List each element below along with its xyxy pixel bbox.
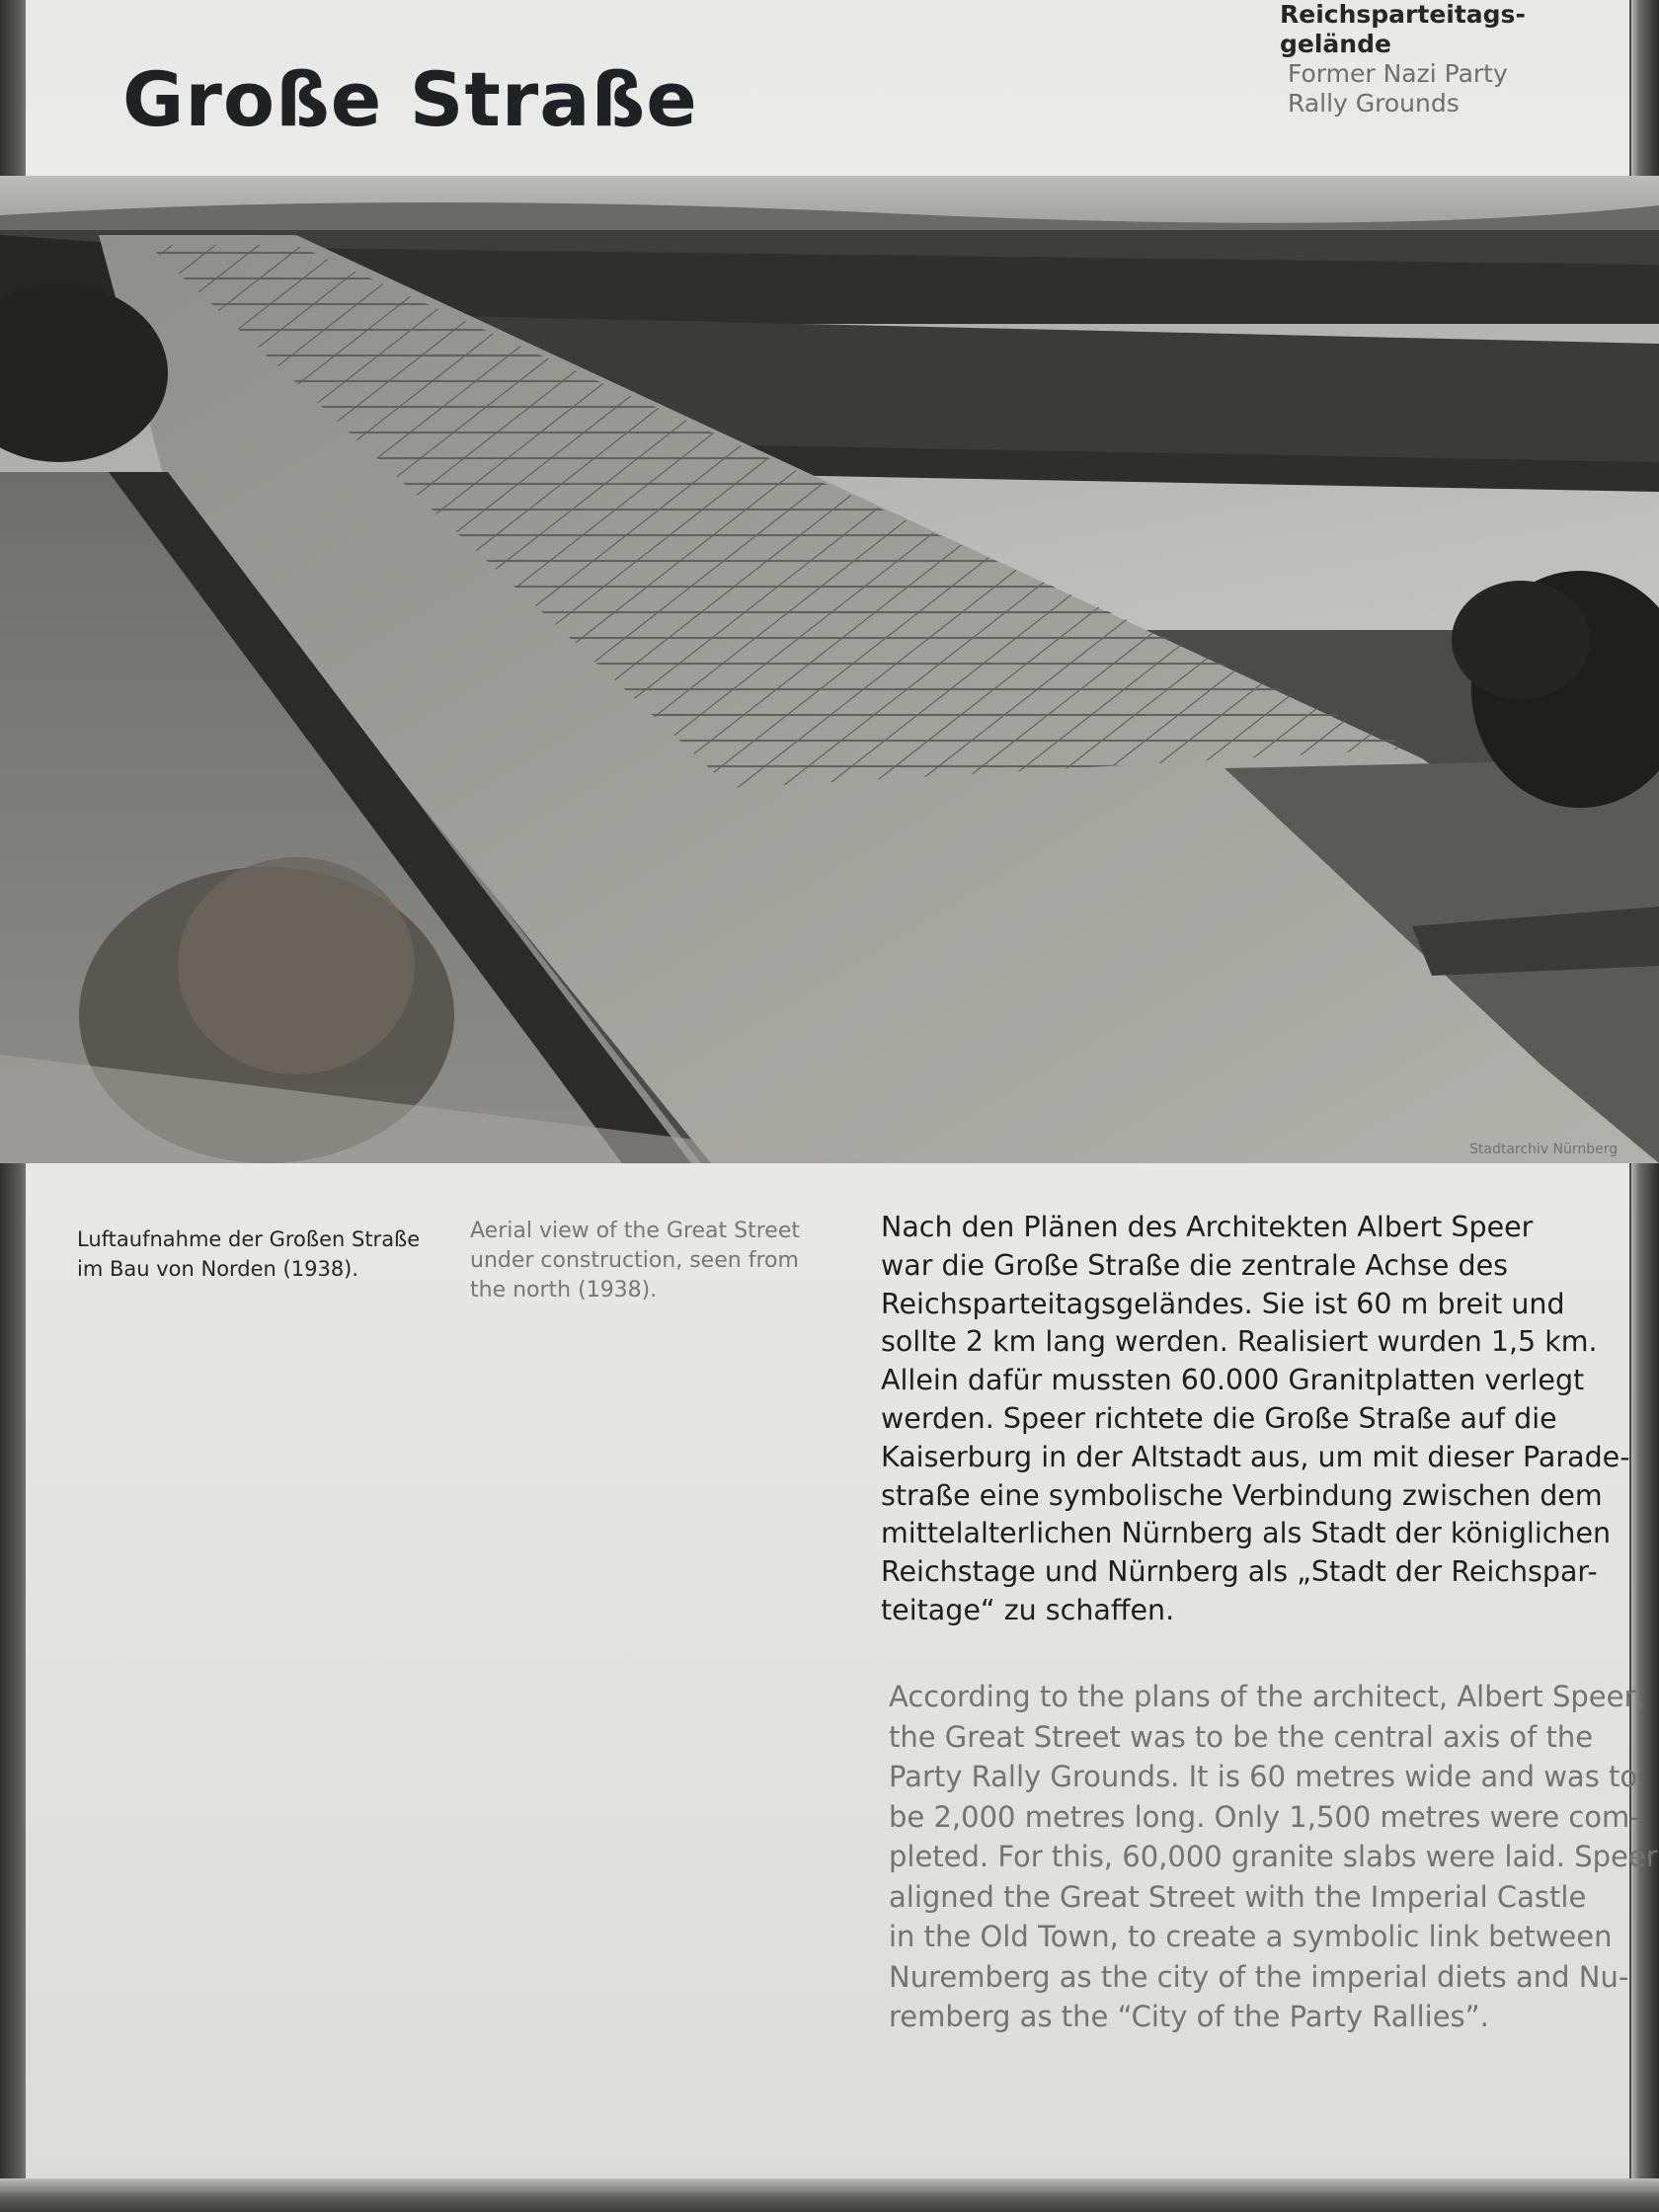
- body-en-line: remberg as the “City of the Party Rallies”.: [889, 2000, 1489, 2033]
- aerial-photo: [0, 176, 1659, 1163]
- body-text-de: [881, 1209, 1631, 1630]
- body-de-line: sollte 2 km lang werden. Realisiert wurden 1,5 km.: [881, 1325, 1598, 1359]
- body-en-line: the Great Street was to be the central axis of the: [889, 1719, 1594, 1754]
- org-label-de-2: gelände: [1280, 30, 1391, 58]
- caption-de-line: im Bau von Norden (1938).: [77, 1257, 359, 1281]
- body-de-line: Nach den Plänen des Architekten Albert Speer: [881, 1211, 1534, 1243]
- body-de-line: Allein dafür mussten 60.000 Granitplatten verlegt: [881, 1364, 1585, 1397]
- body-en-line: Nuremberg as the city of the imperial diets and Nu-: [889, 1959, 1629, 1994]
- body-en-line: in the Old Town, to create a symbolic link between: [889, 1920, 1613, 1953]
- caption-en-line: under construction, seen from: [470, 1248, 799, 1273]
- body-en-line: pleted. For this, 60,000 granite slabs were laid. Speer: [889, 1840, 1658, 1873]
- body-en-line: be 2,000 metres long. Only 1,500 metres were com-: [889, 1799, 1640, 1834]
- body-de-line: war die Große Straße die zentrale Achse des: [881, 1248, 1508, 1282]
- org-label-en-1: Former Nazi Party: [1288, 59, 1508, 88]
- caption-de-line: Luftaufnahme der Großen Straße: [77, 1227, 421, 1251]
- sign-title: Große Straße: [122, 55, 698, 143]
- caption-de: [77, 1224, 472, 1284]
- body-text-en: [889, 1677, 1659, 2037]
- body-de-line: werden. Speer richtete die Große Straße auf die: [881, 1401, 1557, 1435]
- body-de-line: Kaiserburg in der Altstadt aus, um mit dieser Parade-: [881, 1440, 1630, 1473]
- caption-en-line: Aerial view of the Great Street: [470, 1219, 800, 1243]
- body-en-line: Party Rally Grounds. It is 60 metres wide and was to: [889, 1760, 1638, 1793]
- body-en-line: According to the plans of the architect, Albert Speer,: [889, 1680, 1645, 1713]
- body-en-line: aligned the Great Street with the Imperial Castle: [889, 1879, 1587, 1914]
- caption-en-line: the north (1938).: [470, 1278, 658, 1303]
- body-de-line: teitage“ zu schaffen.: [881, 1593, 1175, 1626]
- body-de-line: Reichstage und Nürnberg als „Stadt der Reichspar-: [881, 1555, 1598, 1589]
- photo-credit: Stadtarchiv Nürnberg: [1469, 1142, 1619, 1157]
- org-label-en-2: Rally Grounds: [1288, 89, 1460, 118]
- org-label-de-1: Reichsparteitags-: [1280, 0, 1526, 29]
- caption-en: [470, 1217, 845, 1305]
- body-de-line: mittelalterlichen Nürnberg als Stadt der königlichen: [881, 1517, 1612, 1550]
- org-label: [1280, 0, 1606, 118]
- body-de-line: Reichsparteitagsgeländes. Sie ist 60 m breit und: [881, 1287, 1565, 1320]
- bottom-frame-shadow: [0, 2178, 1659, 2212]
- body-de-line: straße eine symbolische Verbindung zwischen dem: [881, 1478, 1603, 1512]
